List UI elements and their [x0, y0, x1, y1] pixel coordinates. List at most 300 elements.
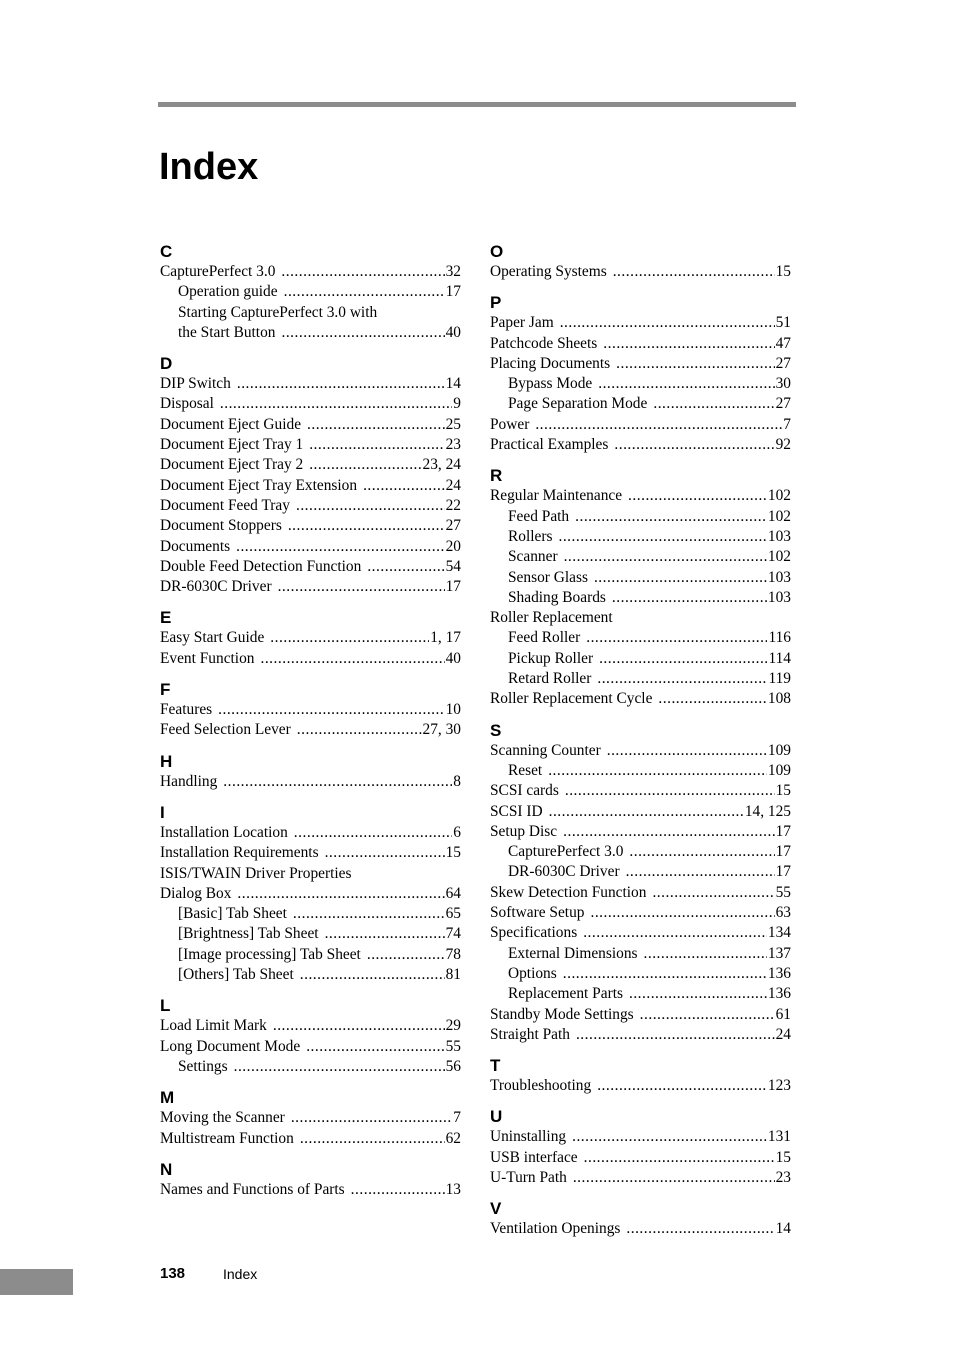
entry-term: Features — [160, 701, 213, 719]
entry-term: Page Separation Mode — [508, 395, 648, 413]
entry-term: Scanner — [508, 548, 558, 566]
entry-page-number: 25 — [445, 415, 461, 433]
index-entry — [160, 965, 461, 985]
index-entry — [160, 1037, 461, 1057]
entry-term: SCSI ID — [490, 802, 543, 820]
index-entry — [490, 802, 791, 822]
index-entry — [490, 1076, 791, 1096]
index-entry — [160, 374, 461, 394]
index-entry — [490, 649, 791, 669]
index-entry — [490, 415, 791, 435]
index-entry — [160, 476, 461, 496]
index-entry — [490, 628, 791, 648]
dot-leader — [234, 1057, 445, 1077]
entry-page-number: 20 — [445, 537, 461, 555]
dot-leader — [629, 842, 774, 862]
footer-tab-bar — [0, 1269, 73, 1295]
dot-leader — [652, 883, 774, 903]
entry-page-number: 29 — [445, 1017, 461, 1035]
dot-leader — [367, 945, 445, 965]
index-entry — [490, 313, 791, 333]
index-entry — [160, 772, 461, 792]
entry-page-number: 123 — [767, 1077, 791, 1095]
entry-term: Shading Boards — [508, 588, 606, 606]
index-section — [160, 802, 461, 985]
dot-leader — [281, 323, 444, 343]
entry-term: Easy Start Guide — [160, 629, 265, 647]
dot-leader — [281, 262, 444, 282]
index-entry — [490, 1025, 791, 1045]
entry-page-number: 9 — [453, 395, 461, 413]
dot-leader — [296, 496, 445, 516]
index-entry — [490, 486, 791, 506]
dot-leader — [300, 1129, 445, 1149]
index-entry — [490, 374, 791, 394]
dot-leader — [573, 1168, 775, 1188]
entry-page-number: 114 — [768, 649, 791, 667]
entry-page-number: 23 — [775, 1168, 791, 1186]
entry-term: Settings — [178, 1057, 228, 1075]
section-letter: V — [490, 1199, 502, 1219]
entry-page-number: 14 — [445, 375, 461, 393]
index-entry — [160, 516, 461, 536]
section-letter: F — [160, 680, 171, 700]
index-entry — [490, 334, 791, 354]
dot-leader — [626, 1219, 774, 1239]
entry-term: [Basic] Tab Sheet — [178, 905, 287, 923]
index-entry — [490, 262, 791, 282]
entry-term: CapturePerfect 3.0 — [160, 263, 276, 280]
entry-term: USB interface — [490, 1148, 578, 1166]
dot-leader — [297, 720, 422, 740]
index-entry — [160, 945, 461, 965]
section-letter: R — [490, 466, 503, 486]
dot-leader — [278, 577, 445, 597]
entry-term: CapturePerfect 3.0 — [508, 843, 624, 861]
index-entry — [490, 903, 791, 923]
dot-leader — [558, 527, 766, 547]
entry-term: Replacement Parts — [508, 985, 623, 1003]
entry-page-number: 7 — [453, 1109, 461, 1127]
entry-page-number: 62 — [445, 1129, 461, 1147]
index-section — [160, 995, 461, 1077]
entry-page-number: 81 — [445, 966, 461, 984]
entry-page-number: 109 — [767, 741, 791, 759]
section-letter: O — [490, 242, 504, 261]
entry-page-number: 78 — [445, 945, 461, 963]
dot-leader — [325, 843, 445, 863]
index-entry — [490, 507, 791, 527]
entry-page-number: 32 — [445, 263, 461, 280]
index-section — [160, 751, 461, 792]
dot-leader — [598, 374, 774, 394]
entry-page-number: 17 — [445, 578, 461, 596]
index-entry — [490, 761, 791, 781]
index-entry — [160, 649, 461, 669]
index-entry — [160, 435, 461, 455]
index-section — [160, 1087, 461, 1149]
dot-leader — [307, 415, 445, 435]
entry-term: Pickup Roller — [508, 649, 594, 667]
entry-term: Multistream Function — [160, 1129, 294, 1147]
dot-leader — [586, 628, 767, 648]
entry-page-number: 63 — [775, 904, 791, 922]
entry-page-number: 65 — [445, 905, 461, 923]
index-entry — [490, 923, 791, 943]
entry-page-number: 24 — [775, 1025, 791, 1043]
entry-term: Event Function — [160, 649, 255, 667]
index-entry — [490, 842, 791, 862]
section-letter: M — [160, 1088, 175, 1108]
entry-term: Document Eject Tray 2 — [160, 456, 304, 474]
dot-leader — [223, 772, 452, 792]
entry-page-number: 24 — [445, 476, 461, 494]
index-entry — [490, 394, 791, 414]
index-entry — [160, 628, 461, 648]
dot-leader — [325, 924, 445, 944]
entry-term: Roller Replacement — [490, 609, 613, 627]
entry-term: Document Eject Tray 1 — [160, 436, 304, 454]
entry-term: DR-6030C Driver — [508, 863, 620, 881]
dot-leader — [599, 649, 767, 669]
entry-term: Straight Path — [490, 1025, 570, 1043]
index-entry — [160, 262, 461, 282]
entry-term: Power — [490, 415, 530, 433]
dot-leader — [563, 964, 767, 984]
dot-leader — [351, 1180, 445, 1200]
entry-term: Setup Disc — [490, 822, 558, 840]
index-entry — [160, 924, 461, 944]
entry-page-number: 23, 24 — [422, 456, 461, 474]
entry-term: Document Eject Guide — [160, 415, 302, 433]
entry-term: Dialog Box — [160, 884, 232, 902]
dot-leader — [563, 822, 774, 842]
index-entry — [490, 1148, 791, 1168]
entry-term: Moving the Scanner — [160, 1109, 285, 1127]
entry-page-number: 134 — [767, 924, 791, 942]
index-entry — [490, 1219, 791, 1239]
top-rule — [158, 102, 796, 107]
entry-page-number: 103 — [767, 568, 791, 586]
entry-page-number: 6 — [453, 823, 461, 841]
entry-page-number: 54 — [445, 557, 461, 575]
index-entry — [160, 1108, 461, 1128]
index-entry — [490, 527, 791, 547]
section-letter: P — [490, 293, 502, 313]
index-entry — [490, 1168, 791, 1188]
entry-page-number: 15 — [775, 782, 791, 800]
index-entry — [490, 862, 791, 882]
dot-leader — [363, 476, 445, 496]
index-entry — [160, 1129, 461, 1149]
section-letter: D — [160, 354, 173, 374]
entry-page-number: 56 — [445, 1057, 461, 1075]
entry-term: Options — [508, 964, 557, 982]
entry-page-number: 15 — [445, 844, 461, 862]
entry-term: Documents — [160, 537, 231, 555]
entry-term: Placing Documents — [490, 354, 611, 372]
entry-term: Installation Location — [160, 823, 288, 841]
dot-leader — [658, 689, 767, 709]
index-entry — [490, 984, 791, 1004]
index-entry — [160, 700, 461, 720]
entry-term: Document Stoppers — [160, 517, 282, 535]
entry-page-number: 23 — [445, 436, 461, 454]
entry-term: Feed Path — [508, 507, 570, 525]
index-section — [160, 679, 461, 741]
dot-leader — [260, 649, 444, 669]
entry-page-number: 17 — [775, 822, 791, 840]
entry-page-number: 131 — [767, 1128, 791, 1146]
entry-page-number: 17 — [445, 283, 461, 301]
section-letter: I — [160, 802, 165, 822]
dot-leader — [306, 1037, 444, 1057]
index-entry — [160, 1180, 461, 1200]
index-entry — [160, 843, 461, 863]
dot-leader — [564, 547, 767, 567]
index-entry — [490, 588, 791, 608]
dot-leader — [549, 802, 744, 822]
entry-term: Paper Jam — [490, 314, 554, 332]
entry-page-number: 7 — [783, 415, 791, 433]
section-letter: S — [490, 720, 502, 740]
entry-term: Operation guide — [178, 283, 278, 301]
entry-term: Skew Detection Function — [490, 883, 647, 901]
entry-page-number: 8 — [453, 772, 461, 790]
section-letter: L — [160, 996, 171, 1016]
index-entry — [160, 394, 461, 414]
index-entry — [160, 537, 461, 557]
entry-term: the Start Button — [178, 323, 276, 341]
entry-page-number: 14, 125 — [744, 802, 791, 820]
entry-term: Roller Replacement Cycle — [490, 690, 653, 708]
entry-term: Patchcode Sheets — [490, 334, 598, 352]
index-section — [490, 465, 791, 709]
entry-page-number: 13 — [445, 1180, 461, 1198]
section-letter: C — [160, 242, 173, 261]
dot-leader — [294, 823, 453, 843]
entry-term: [Image processing] Tab Sheet — [178, 945, 361, 963]
entry-term: Operating Systems — [490, 263, 607, 280]
dot-leader — [612, 588, 767, 608]
index-entry — [490, 608, 791, 628]
index-entry — [490, 568, 791, 588]
entry-page-number: 30 — [775, 375, 791, 393]
section-letter: N — [160, 1159, 173, 1179]
index-section — [490, 1106, 791, 1188]
entry-term: Installation Requirements — [160, 844, 319, 862]
dot-leader — [628, 486, 767, 506]
section-letter: T — [490, 1056, 501, 1076]
entry-page-number: 27, 30 — [422, 721, 461, 739]
entry-page-number: 102 — [767, 507, 791, 525]
dot-leader — [291, 1108, 452, 1128]
entry-term: Bypass Mode — [508, 375, 593, 393]
dot-leader — [535, 415, 782, 435]
entry-page-number: 61 — [775, 1005, 791, 1023]
entry-page-number: 92 — [775, 436, 791, 454]
entry-page-number: 119 — [768, 670, 791, 688]
index-entry — [490, 944, 791, 964]
index-entry — [160, 904, 461, 924]
dot-leader — [560, 313, 775, 333]
dot-leader — [309, 435, 444, 455]
dot-leader — [284, 282, 445, 302]
dot-leader — [613, 262, 775, 282]
section-letter: U — [490, 1107, 503, 1127]
index-entry — [490, 547, 791, 567]
entry-term: Software Setup — [490, 904, 585, 922]
entry-page-number: 102 — [767, 487, 791, 505]
entry-term: Scanning Counter — [490, 741, 601, 759]
entry-page-number: 14 — [775, 1220, 791, 1238]
index-section — [160, 241, 461, 343]
dot-leader — [237, 374, 445, 394]
entry-term: Starting CapturePerfect 3.0 with — [178, 303, 378, 321]
index-column-right — [490, 241, 791, 1240]
index-entry — [160, 303, 461, 323]
dot-leader — [300, 965, 445, 985]
entry-page-number: 103 — [767, 527, 791, 545]
index-entry — [490, 1127, 791, 1147]
entry-term: Practical Examples — [490, 436, 609, 454]
index-section — [490, 1198, 791, 1239]
index-entry — [160, 455, 461, 475]
index-entry — [490, 883, 791, 903]
dot-leader — [640, 1005, 775, 1025]
dot-leader — [575, 507, 767, 527]
section-letter: H — [160, 751, 173, 771]
entry-page-number: 40 — [445, 323, 461, 341]
entry-term: U-Turn Path — [490, 1168, 567, 1186]
entry-term: DIP Switch — [160, 375, 231, 393]
entry-page-number: 102 — [767, 548, 791, 566]
dot-leader — [572, 1127, 767, 1147]
entry-term: Specifications — [490, 924, 578, 942]
entry-term: Ventilation Openings — [490, 1220, 621, 1238]
index-section — [490, 241, 791, 282]
entry-term: Reset — [508, 761, 543, 779]
entry-page-number: 17 — [775, 843, 791, 861]
section-letter: E — [160, 608, 172, 628]
index-column-left — [160, 241, 461, 1200]
index-entry — [160, 577, 461, 597]
index-section — [160, 607, 461, 669]
index-entry — [160, 1057, 461, 1077]
index-entry — [490, 435, 791, 455]
index-section — [490, 720, 791, 1045]
entry-page-number: 55 — [775, 883, 791, 901]
dot-leader — [597, 1076, 767, 1096]
index-entry — [490, 822, 791, 842]
index-section — [160, 1159, 461, 1200]
entry-page-number: 109 — [767, 761, 791, 779]
dot-leader — [367, 557, 444, 577]
index-entry — [160, 720, 461, 740]
dot-leader — [626, 862, 775, 882]
entry-term: ISIS/TWAIN Driver Properties — [160, 864, 352, 882]
index-entry — [160, 323, 461, 343]
entry-term: Troubleshooting — [490, 1077, 592, 1095]
entry-page-number: 27 — [775, 395, 791, 413]
page-title: Index — [159, 146, 259, 188]
entry-term: Document Eject Tray Extension — [160, 476, 358, 494]
index-entry — [160, 282, 461, 302]
entry-term: Double Feed Detection Function — [160, 557, 362, 575]
index-entry — [160, 557, 461, 577]
entry-page-number: 74 — [445, 925, 461, 943]
dot-leader — [583, 923, 767, 943]
entry-term: Feed Selection Lever — [160, 721, 291, 739]
index-entry — [160, 1016, 461, 1036]
entry-page-number: 136 — [767, 985, 791, 1003]
entry-page-number: 15 — [775, 263, 791, 280]
entry-term: Disposal — [160, 395, 214, 413]
entry-page-number: 17 — [775, 863, 791, 881]
entry-page-number: 22 — [445, 496, 461, 514]
page-number: 138 — [160, 1265, 186, 1282]
entry-page-number: 136 — [767, 964, 791, 982]
entry-page-number: 55 — [445, 1037, 461, 1055]
entry-term: Long Document Mode — [160, 1037, 301, 1055]
entry-page-number: 27 — [445, 517, 461, 535]
index-entry — [490, 1005, 791, 1025]
dot-leader — [616, 354, 774, 374]
entry-term: Sensor Glass — [508, 568, 588, 586]
entry-term: [Brightness] Tab Sheet — [178, 925, 319, 943]
entry-term: Standby Mode Settings — [490, 1005, 634, 1023]
dot-leader — [288, 516, 445, 536]
index-section — [160, 353, 461, 597]
dot-leader — [576, 1025, 775, 1045]
dot-leader — [565, 781, 775, 801]
dot-leader — [218, 700, 444, 720]
index-entry — [490, 354, 791, 374]
entry-term: Names and Functions of Parts — [160, 1180, 345, 1198]
index-entry — [490, 741, 791, 761]
dot-leader — [309, 455, 421, 475]
entry-page-number: 137 — [767, 944, 791, 962]
entry-term: Document Feed Tray — [160, 496, 290, 514]
dot-leader — [237, 884, 444, 904]
index-section — [490, 292, 791, 455]
entry-page-number: 40 — [445, 649, 461, 667]
index-entry — [160, 823, 461, 843]
index-entry — [160, 415, 461, 435]
entry-term: Uninstalling — [490, 1128, 567, 1146]
index-entry — [490, 669, 791, 689]
dot-leader — [644, 944, 767, 964]
entry-page-number: 27 — [775, 354, 791, 372]
entry-term: External Dimensions — [508, 944, 638, 962]
index-entry — [490, 781, 791, 801]
dot-leader — [597, 669, 767, 689]
entry-term: Handling — [160, 772, 218, 790]
entry-term: [Others] Tab Sheet — [178, 966, 294, 984]
dot-leader — [590, 903, 774, 923]
index-entry — [160, 884, 461, 904]
entry-term: DR-6030C Driver — [160, 578, 272, 596]
index-section — [490, 1055, 791, 1096]
entry-term: SCSI cards — [490, 782, 559, 800]
index-entry — [490, 964, 791, 984]
footer-label: Index — [223, 1266, 258, 1282]
index-entry — [490, 689, 791, 709]
index-entry — [160, 864, 461, 884]
entry-page-number: 10 — [445, 701, 461, 719]
entry-page-number: 103 — [767, 588, 791, 606]
dot-leader — [236, 537, 445, 557]
